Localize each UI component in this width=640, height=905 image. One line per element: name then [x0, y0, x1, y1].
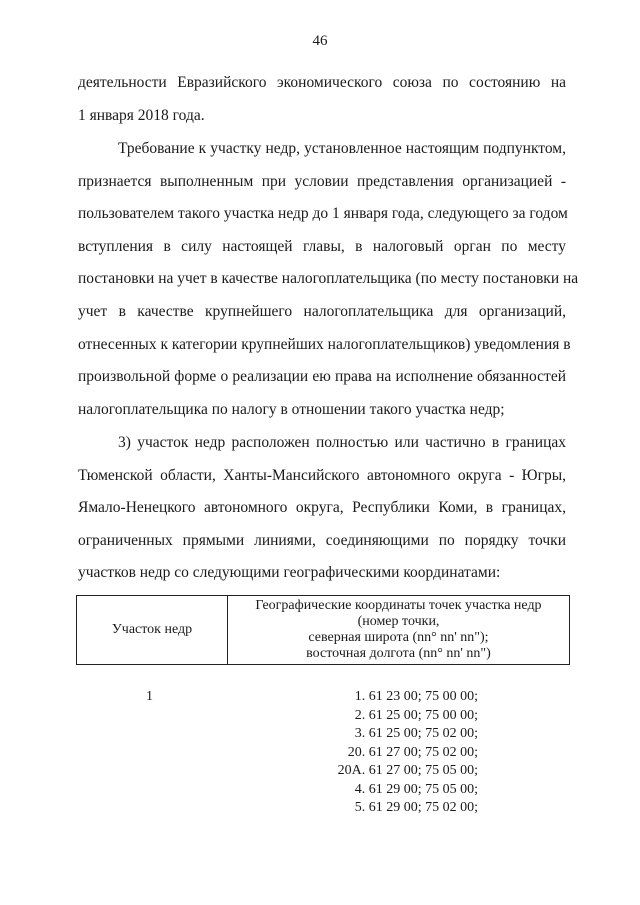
text-line: произвольной форме о реализации ею права на исполнение обязанностей [78, 368, 566, 386]
paragraph-3 [78, 427, 566, 590]
text-line: отнесенных к категории крупнейших налогоплательщиков) уведомления в [78, 335, 571, 353]
list-item: 20. 61 27 00; 75 02 00; [347, 744, 478, 760]
text-line: Тюменской области, Ханты-Мансийского автономного округа - Югры, [78, 466, 566, 484]
coordinates-table [76, 595, 570, 665]
column-header-line: северная широта (nn° nn' nn"); [308, 630, 489, 645]
text-line: участков недр со следующими географическими координатами: [78, 564, 501, 582]
paragraph-1 [78, 67, 566, 132]
list-item: 20А. 61 27 00; 75 05 00; [337, 763, 478, 778]
text-line: вступления в силу настоящей главы, в налоговый орган по месту [78, 237, 566, 255]
text-line: Требование к участку недр, установленное настоящим подпунктом, [118, 140, 566, 157]
text-line: 3) участок недр расположен полностью или частично в границах [118, 434, 566, 451]
list-item: 5. 61 29 00; 75 02 00; [354, 800, 478, 815]
coordinate-list [338, 688, 478, 818]
list-item: 4. 61 29 00; 75 05 00; [354, 781, 478, 797]
area-number: 1 [146, 689, 153, 704]
list-item: 3. 61 25 00; 75 02 00; [354, 726, 478, 741]
text-line: налогоплательщика по налогу в отношении такого участка недр; [78, 400, 505, 418]
column-header-line: восточная долгота (nn° nn' nn") [306, 646, 491, 661]
table-header-row [77, 596, 570, 665]
text-line: ограниченных прямыми линиями, соединяющими по порядку точки [78, 531, 566, 549]
column-header-area: Участок недр [77, 596, 228, 665]
paragraph-2 [78, 133, 579, 426]
text-line: пользователем такого участка недр до 1 января года, следующего за годом [78, 205, 568, 223]
page-number: 46 [312, 33, 328, 49]
column-header-line: (номер точки, [357, 614, 440, 629]
text-line: учет в качестве крупнейшего налогоплательщика для организаций, [78, 302, 566, 320]
text-line: признается выполненным при условии представления организацией - [78, 172, 566, 190]
list-item: 1. 61 23 00; 75 00 00; [354, 689, 478, 704]
text-line: постановки на учет в качестве налогоплательщика (по месту постановки на [78, 270, 579, 288]
column-header-line: Географические координаты точек участка недр [255, 598, 542, 613]
column-header-coordinates [228, 596, 570, 665]
list-item: 2. 61 25 00; 75 00 00; [354, 707, 478, 723]
text-line: Ямало-Ненецкого автономного округа, Республики Коми, в границах, [78, 499, 566, 517]
text-line: деятельности Евразийского экономического союза по состоянию на [78, 74, 566, 91]
text-line: 1 января 2018 года. [78, 106, 205, 124]
